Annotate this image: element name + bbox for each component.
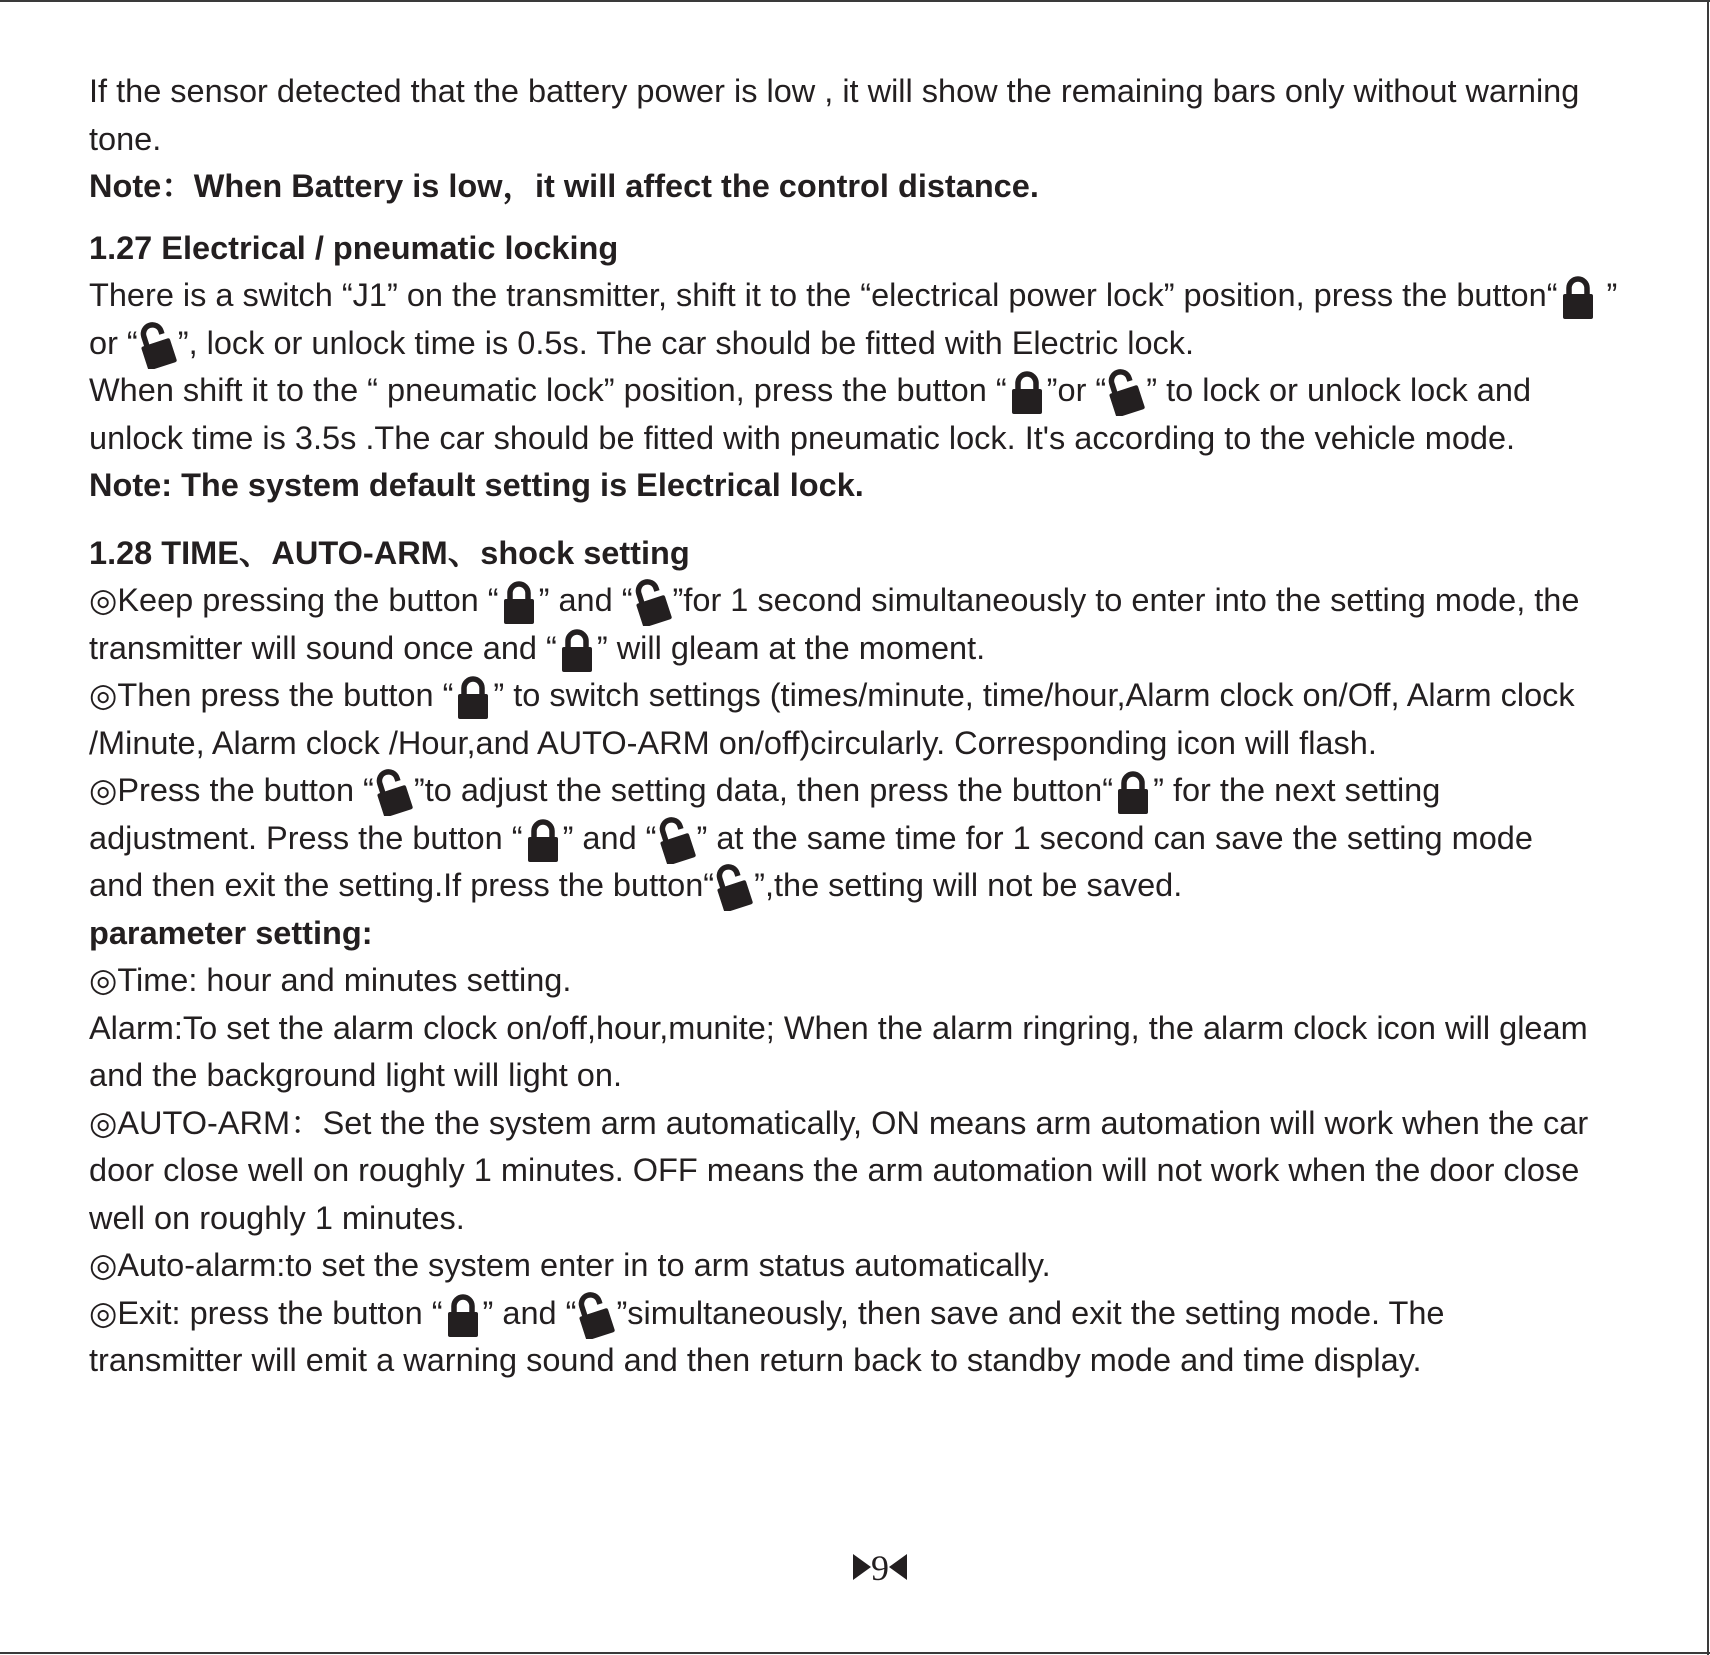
triangle-right-icon xyxy=(853,1554,871,1580)
text-fragment: ◎Then press the button “ xyxy=(89,677,454,713)
parameter-setting-heading: parameter setting: xyxy=(89,914,373,951)
lock-closed-icon xyxy=(443,1291,483,1339)
text-fragment: When shift it to the “ pneumatic lock” position, press the button “ xyxy=(89,372,1007,408)
paragraph-line xyxy=(89,320,1684,368)
text-fragment: ”, lock or unlock time is 0.5s. The car should be fitted with Electric lock. xyxy=(177,324,1195,361)
paragraph-line: ◎Auto-alarm:to set the system enter in to arm status automatically. xyxy=(89,1247,1051,1283)
paragraph-line xyxy=(89,767,1684,815)
lock-closed-icon xyxy=(1113,768,1153,816)
text-fragment: ” and “ xyxy=(538,582,633,618)
text-fragment: ” to switch settings (times/minute, time/hour,Alarm clock on/Off, Alarm clock xyxy=(493,677,1575,713)
lock-open-icon xyxy=(1106,368,1146,416)
paragraph-line xyxy=(89,272,1684,320)
text-fragment: ” xyxy=(1597,277,1618,313)
text-fragment: ” and “ xyxy=(482,1294,577,1331)
page-border-right xyxy=(1707,0,1709,1655)
page-border-top xyxy=(0,0,1710,2)
section-heading-1-27: 1.27 Electrical / pneumatic locking xyxy=(89,229,619,266)
lock-open-icon xyxy=(714,863,754,911)
paragraph-line xyxy=(89,815,1684,863)
paragraph-line: Alarm:To set the alarm clock on/off,hour,munite; When the alarm ringring, the alarm clock icon will gleam xyxy=(89,1009,1588,1046)
text-fragment: ◎Keep pressing the button “ xyxy=(89,582,499,618)
paragraph-line: ◎AUTO-ARM：Set the the system arm automatically, ON means arm automation will work when the car xyxy=(89,1104,1589,1141)
triangle-left-icon xyxy=(889,1554,907,1580)
lock-closed-icon xyxy=(523,816,563,864)
lock-open-icon xyxy=(374,768,414,816)
text-fragment: ”for 1 second simultaneously to enter into the setting mode, the xyxy=(672,582,1580,618)
lock-open-icon xyxy=(633,578,673,626)
section-heading-1-28: 1.28 TIME、AUTO-ARM、shock setting xyxy=(89,534,690,571)
paragraph-line: well on roughly 1 minutes. xyxy=(89,1199,465,1236)
text-fragment: ” to lock or unlock lock and xyxy=(1146,372,1532,408)
paragraph-line xyxy=(89,672,1684,720)
paragraph-line: unlock time is 3.5s .The car should be fitted with pneumatic lock. It's according to the vehicle mode. xyxy=(89,419,1516,456)
page-border-bottom xyxy=(0,1652,1710,1654)
paragraph-line xyxy=(89,1290,1684,1338)
paragraph-line xyxy=(89,577,1684,625)
paragraph-line xyxy=(89,367,1684,415)
text-fragment: ”,the setting will not be saved. xyxy=(754,867,1183,903)
lock-open-icon xyxy=(576,1291,616,1339)
text-fragment: ”to adjust the setting data, then press the button“ xyxy=(413,772,1114,808)
paragraph-line xyxy=(89,862,1684,910)
paragraph-line: and the background light will light on. xyxy=(89,1057,622,1093)
paragraph-line: /Minute, Alarm clock /Hour,and AUTO-ARM on/off)circularly. Corresponding icon will flash. xyxy=(89,724,1377,761)
lock-closed-icon xyxy=(453,673,493,721)
manual-page-content xyxy=(89,68,1684,1385)
battery-note: Note：When Battery is low，it will affect the control distance. xyxy=(89,168,1039,204)
text-fragment: ◎Press the button “ xyxy=(89,772,374,808)
text-fragment: ” at the same time for 1 second can save the setting mode xyxy=(696,819,1533,856)
text-fragment: or “ xyxy=(89,324,138,361)
text-fragment: and then exit the setting.If press the button“ xyxy=(89,867,715,903)
text-fragment: There is a switch “J1” on the transmitter, shift it to the “electrical power lock” position, press the button“ xyxy=(89,277,1558,313)
page-number xyxy=(0,1548,1710,1588)
lock-closed-icon xyxy=(499,578,539,626)
section-note: Note: The system default setting is Electrical lock. xyxy=(89,467,864,503)
page-number-value: 9 xyxy=(871,1548,889,1588)
lock-closed-icon xyxy=(557,626,597,674)
text-fragment: ” for the next setting xyxy=(1153,772,1441,808)
lock-closed-icon xyxy=(1558,273,1598,321)
text-fragment: ◎Exit: press the button “ xyxy=(89,1294,443,1331)
battery-text-line: tone. xyxy=(89,120,162,157)
text-fragment: ”or “ xyxy=(1046,372,1107,408)
battery-text-line: If the sensor detected that the battery power is low , it will show the remaining bars only without warning xyxy=(89,73,1580,109)
lock-closed-icon xyxy=(1007,368,1047,416)
lock-open-icon xyxy=(657,816,697,864)
paragraph-line: transmitter will emit a warning sound and then return back to standby mode and time display. xyxy=(89,1342,1422,1378)
text-fragment: ” will gleam at the moment. xyxy=(596,629,986,666)
paragraph-line: door close well on roughly 1 minutes. OFF means the arm automation will not work when the door close xyxy=(89,1152,1580,1188)
text-fragment: ”simultaneously, then save and exit the setting mode. The xyxy=(616,1294,1445,1331)
text-fragment: adjustment. Press the button “ xyxy=(89,819,523,856)
text-fragment: ” and “ xyxy=(562,819,657,856)
lock-open-icon xyxy=(138,321,178,369)
paragraph-line xyxy=(89,625,1684,673)
text-fragment: transmitter will sound once and “ xyxy=(89,629,557,666)
paragraph-line: ◎Time: hour and minutes setting. xyxy=(89,962,572,998)
